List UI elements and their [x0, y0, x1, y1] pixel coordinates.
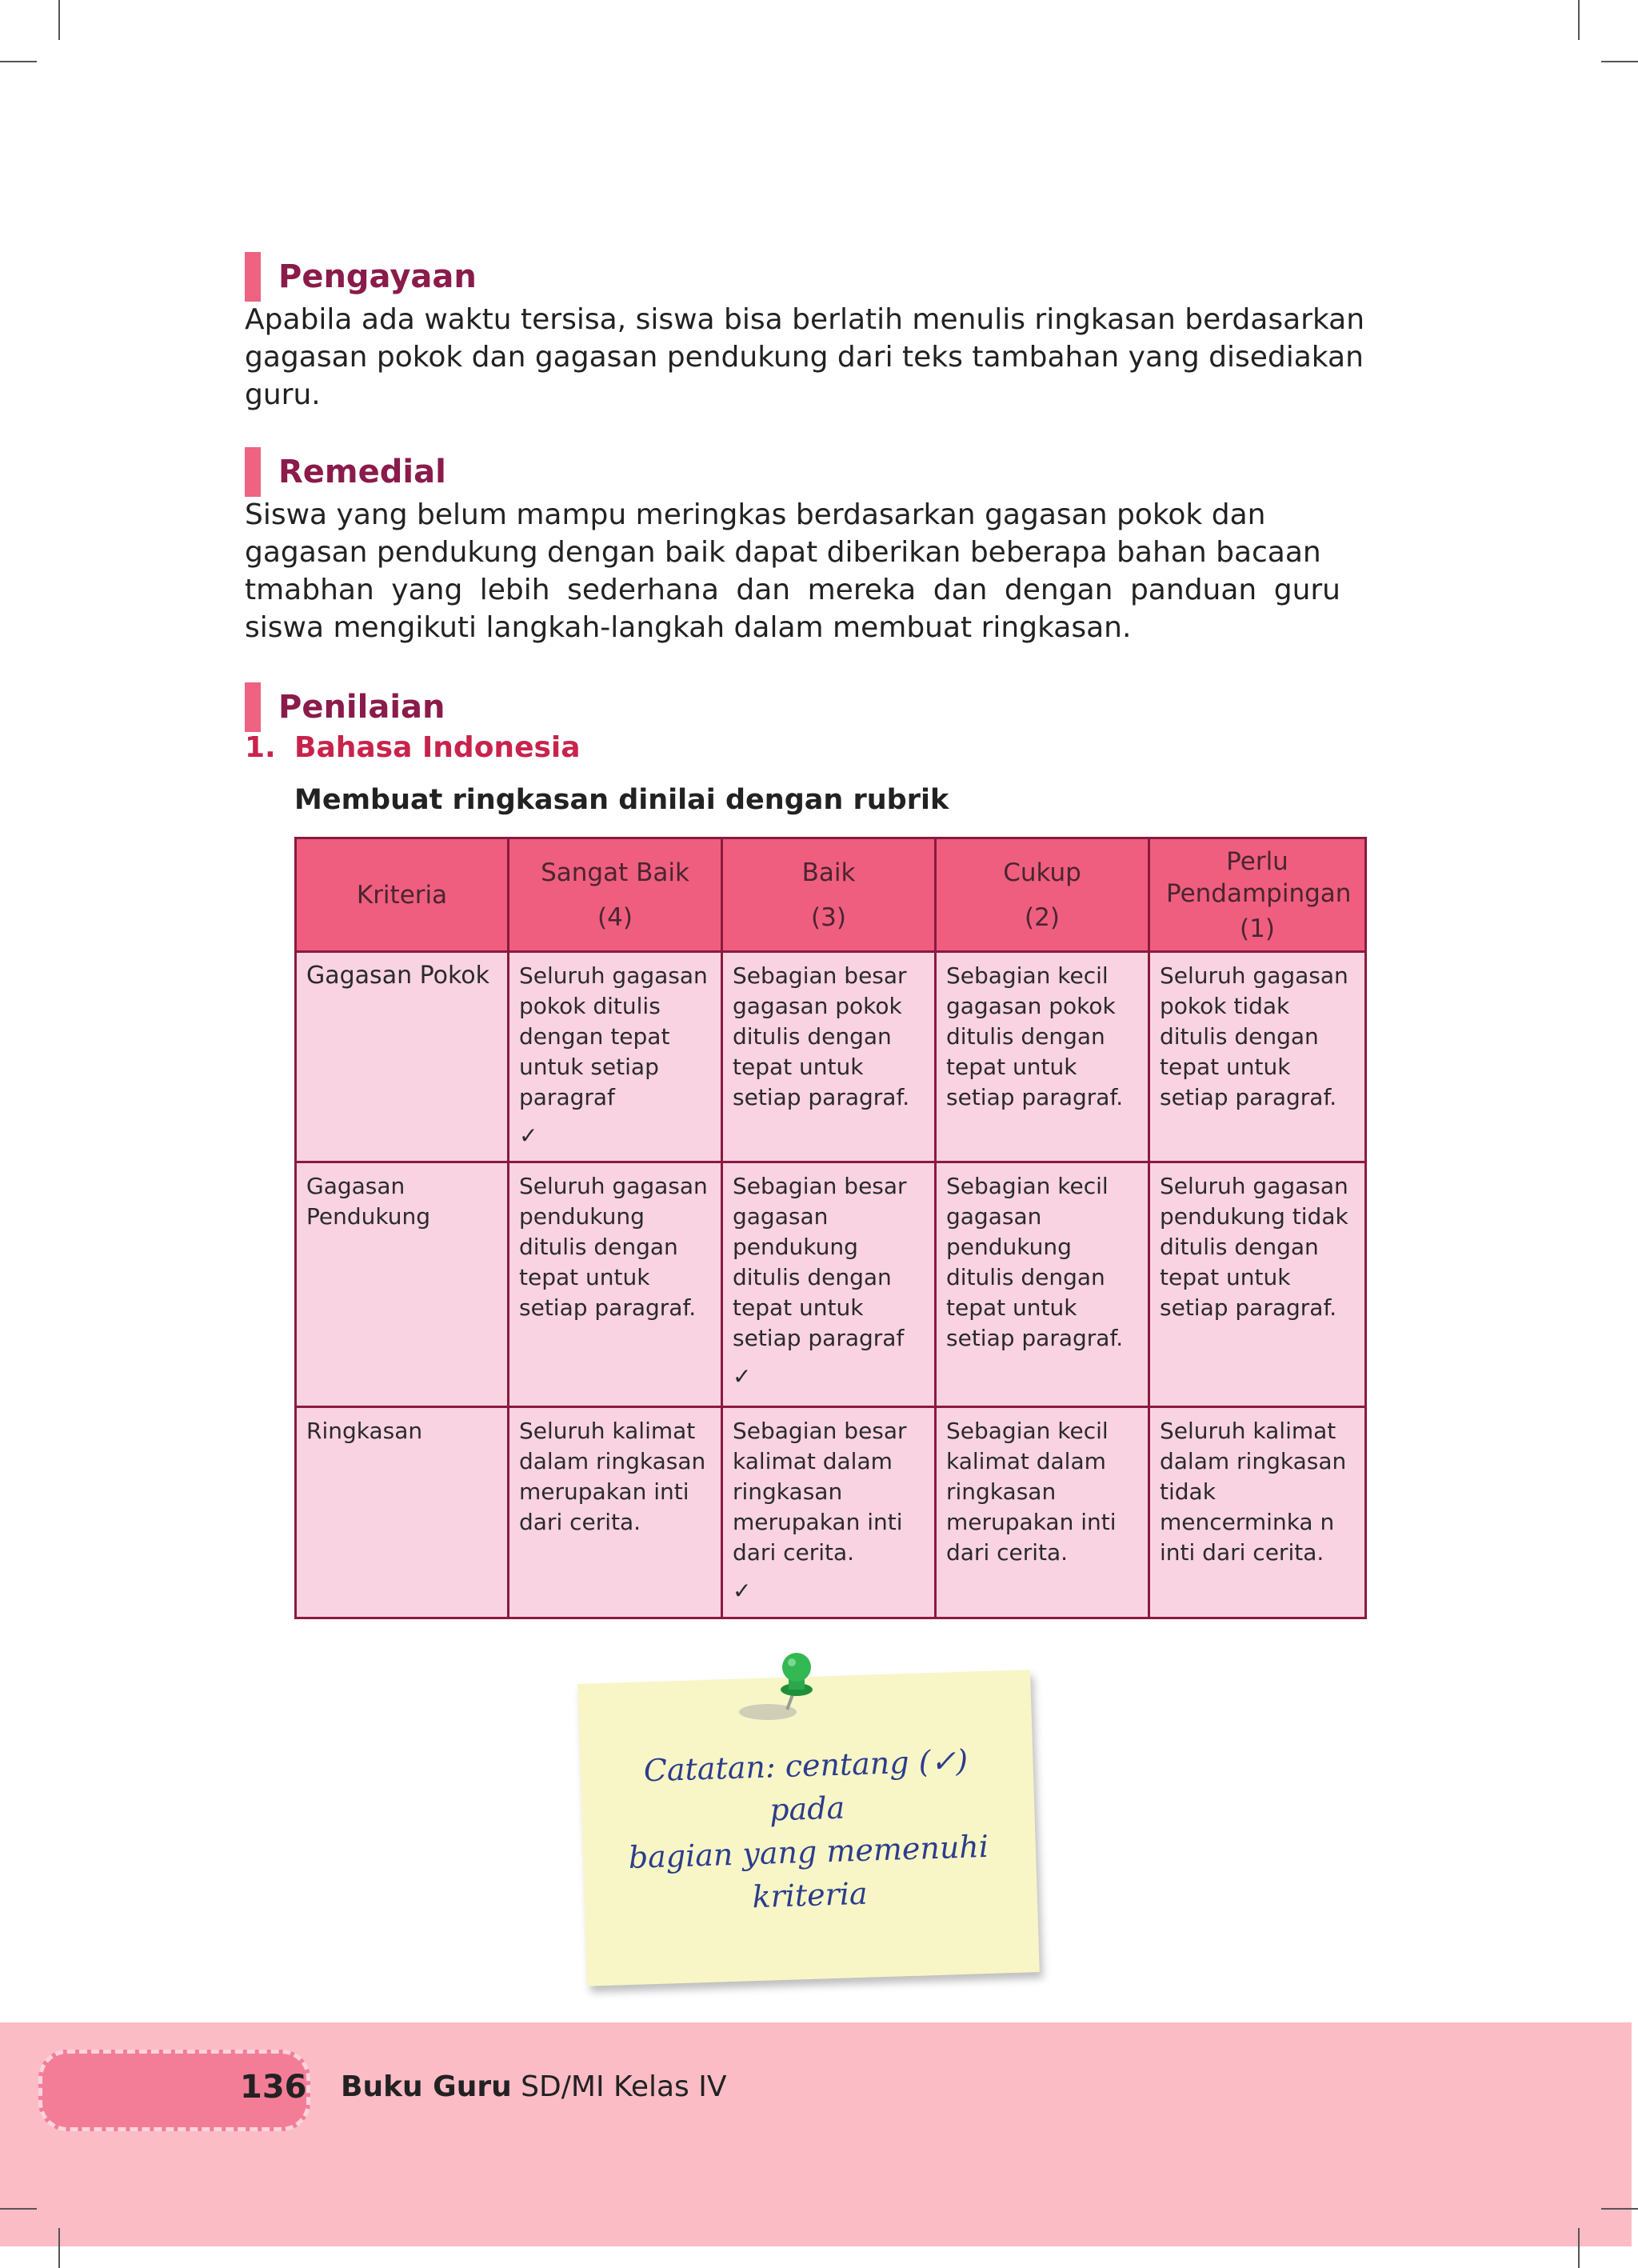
criteria-cell	[296, 952, 509, 1162]
header-score: (2)	[1025, 902, 1060, 932]
page-number: 136	[240, 2069, 307, 2106]
crop-mark	[1601, 2208, 1638, 2210]
crop-mark	[0, 2208, 37, 2210]
note-text	[605, 1738, 1011, 1923]
table-cell	[936, 952, 1149, 1162]
criteria-cell	[296, 1407, 509, 1618]
section-title: Pengayaan	[278, 258, 477, 295]
crop-mark	[1578, 0, 1580, 40]
pushpin-icon	[734, 1651, 822, 1723]
paragraph-line: tmabhan yang lebih sederhana dan mereka dan dengan panduan guru	[245, 574, 1340, 606]
item-number: 1.	[245, 731, 276, 764]
pengayaan-section	[245, 254, 1364, 414]
section-body	[245, 301, 1364, 414]
cell-text: Seluruh gagasan pendukung tidak ditulis dengan tepat untuk setiap paragraf.	[1160, 1173, 1348, 1321]
header-cell	[1149, 838, 1366, 952]
cell-text: Sebagian kecil kalimat dalam ringkasan merupakan inti dari cerita.	[946, 1418, 1117, 1566]
crop-mark	[1578, 2228, 1580, 2268]
cell-text: Sebagian kecil gagasan pokok ditulis dengan tepat untuk setiap paragraf.	[946, 962, 1124, 1110]
header-score: (3)	[811, 902, 846, 932]
table-cell	[936, 1407, 1149, 1618]
header-label: Cukup	[1003, 858, 1081, 887]
header-cell	[936, 838, 1149, 952]
item-title: Bahasa Indonesia	[294, 731, 581, 764]
book-title-bold: Buku Guru	[341, 2070, 512, 2103]
penilaian-section	[245, 685, 445, 730]
accent-bar	[245, 447, 261, 497]
header-cell	[722, 838, 936, 952]
cell-text: Seluruh kalimat dalam ringkasan merupakan inti dari cerita.	[519, 1418, 706, 1535]
header-label: Baik	[801, 858, 856, 887]
crop-mark	[58, 0, 60, 40]
check-mark: ✓	[733, 1578, 752, 1604]
paragraph-line: guru.	[245, 378, 321, 411]
cell-text: Sebagian kecil gagasan pendukung ditulis dengan tepat untuk setiap paragraf.	[946, 1173, 1124, 1351]
table-cell	[509, 1162, 722, 1407]
check-mark: ✓	[733, 1363, 752, 1390]
table-cell	[722, 1162, 936, 1407]
header-score: (4)	[597, 902, 633, 932]
table-row	[296, 1162, 1366, 1407]
paragraph-line: Siswa yang belum mampu meringkas berdasarkan gagasan pokok dan	[245, 498, 1266, 531]
section-heading	[245, 450, 1340, 494]
section-body	[245, 496, 1340, 646]
note-line: Catatan: centang (✓) pada	[643, 1742, 969, 1828]
table-header-row	[296, 838, 1366, 952]
remedial-section	[245, 450, 1340, 646]
criteria-label: Gagasan Pokok	[306, 962, 490, 990]
note-line: kriteria	[751, 1875, 869, 1915]
table-cell	[509, 952, 722, 1162]
section-heading	[245, 685, 445, 730]
cell-text: Sebagian besar kalimat dalam ringkasan merupakan inti dari cerita.	[733, 1418, 907, 1566]
rubric-table	[294, 837, 1367, 1619]
header-score: (1)	[1240, 914, 1275, 943]
check-mark: ✓	[519, 1122, 538, 1149]
paragraph-line: gagasan pendukung dengan baik dapat diberikan beberapa bahan bacaan	[245, 536, 1321, 569]
criteria-cell	[296, 1162, 509, 1407]
header-cell	[509, 838, 722, 952]
criteria-label: Ringkasan	[306, 1418, 423, 1444]
crop-mark	[1601, 61, 1638, 62]
cell-text: Sebagian besar gagasan pendukung ditulis dengan tepat untuk setiap paragraf	[733, 1173, 907, 1351]
crop-mark	[0, 61, 37, 62]
section-heading	[245, 254, 1364, 299]
table-cell	[722, 952, 936, 1162]
table-cell	[936, 1162, 1149, 1407]
numbered-heading	[245, 731, 581, 764]
header-label: Sangat Baik	[541, 858, 689, 887]
table-cell	[722, 1407, 936, 1618]
cell-text: Seluruh gagasan pendukung ditulis dengan tepat untuk setiap paragraf.	[519, 1173, 708, 1321]
table-row	[296, 952, 1366, 1162]
table-row	[296, 1407, 1366, 1618]
book-title-rest: SD/MI Kelas IV	[511, 2070, 727, 2103]
cell-text: Seluruh kalimat dalam ringkasan tidak mencerminka n inti dari cerita.	[1160, 1418, 1347, 1566]
book-title	[341, 2070, 726, 2103]
table-cell	[1149, 1162, 1366, 1407]
table-cell	[509, 1407, 722, 1618]
accent-bar	[245, 252, 261, 302]
crop-mark	[58, 2228, 60, 2268]
header-label: Perlu Pendampingan	[1166, 846, 1352, 908]
cell-text: Seluruh gagasan pokok tidak ditulis dengan tepat untuk setiap paragraf.	[1160, 962, 1348, 1110]
note-line: bagian yang memenuhi	[628, 1828, 989, 1876]
paragraph-line: Apabila ada waktu tersisa, siswa bisa berlatih menulis ringkasan berdasarkan	[245, 303, 1365, 336]
paragraph-line: gagasan pokok dan gagasan pendukung dari teks tambahan yang disediakan	[245, 341, 1364, 374]
table-cell	[1149, 1407, 1366, 1618]
paragraph-line: siswa mengikuti langkah-langkah dalam membuat ringkasan.	[245, 611, 1132, 644]
section-title: Penilaian	[278, 689, 445, 726]
header-label: Kriteria	[356, 880, 448, 910]
table-cell	[1149, 952, 1366, 1162]
cell-text: Seluruh gagasan pokok ditulis dengan tepat untuk setiap paragraf	[519, 962, 708, 1110]
rubric-subtitle: Membuat ringkasan dinilai dengan rubrik	[294, 784, 949, 816]
criteria-label: Gagasan Pendukung	[306, 1173, 430, 1230]
cell-text: Sebagian besar gagasan pokok ditulis dengan tepat untuk setiap paragraf.	[733, 962, 910, 1110]
accent-bar	[245, 682, 261, 732]
header-cell	[296, 838, 509, 952]
section-title: Remedial	[278, 454, 446, 490]
